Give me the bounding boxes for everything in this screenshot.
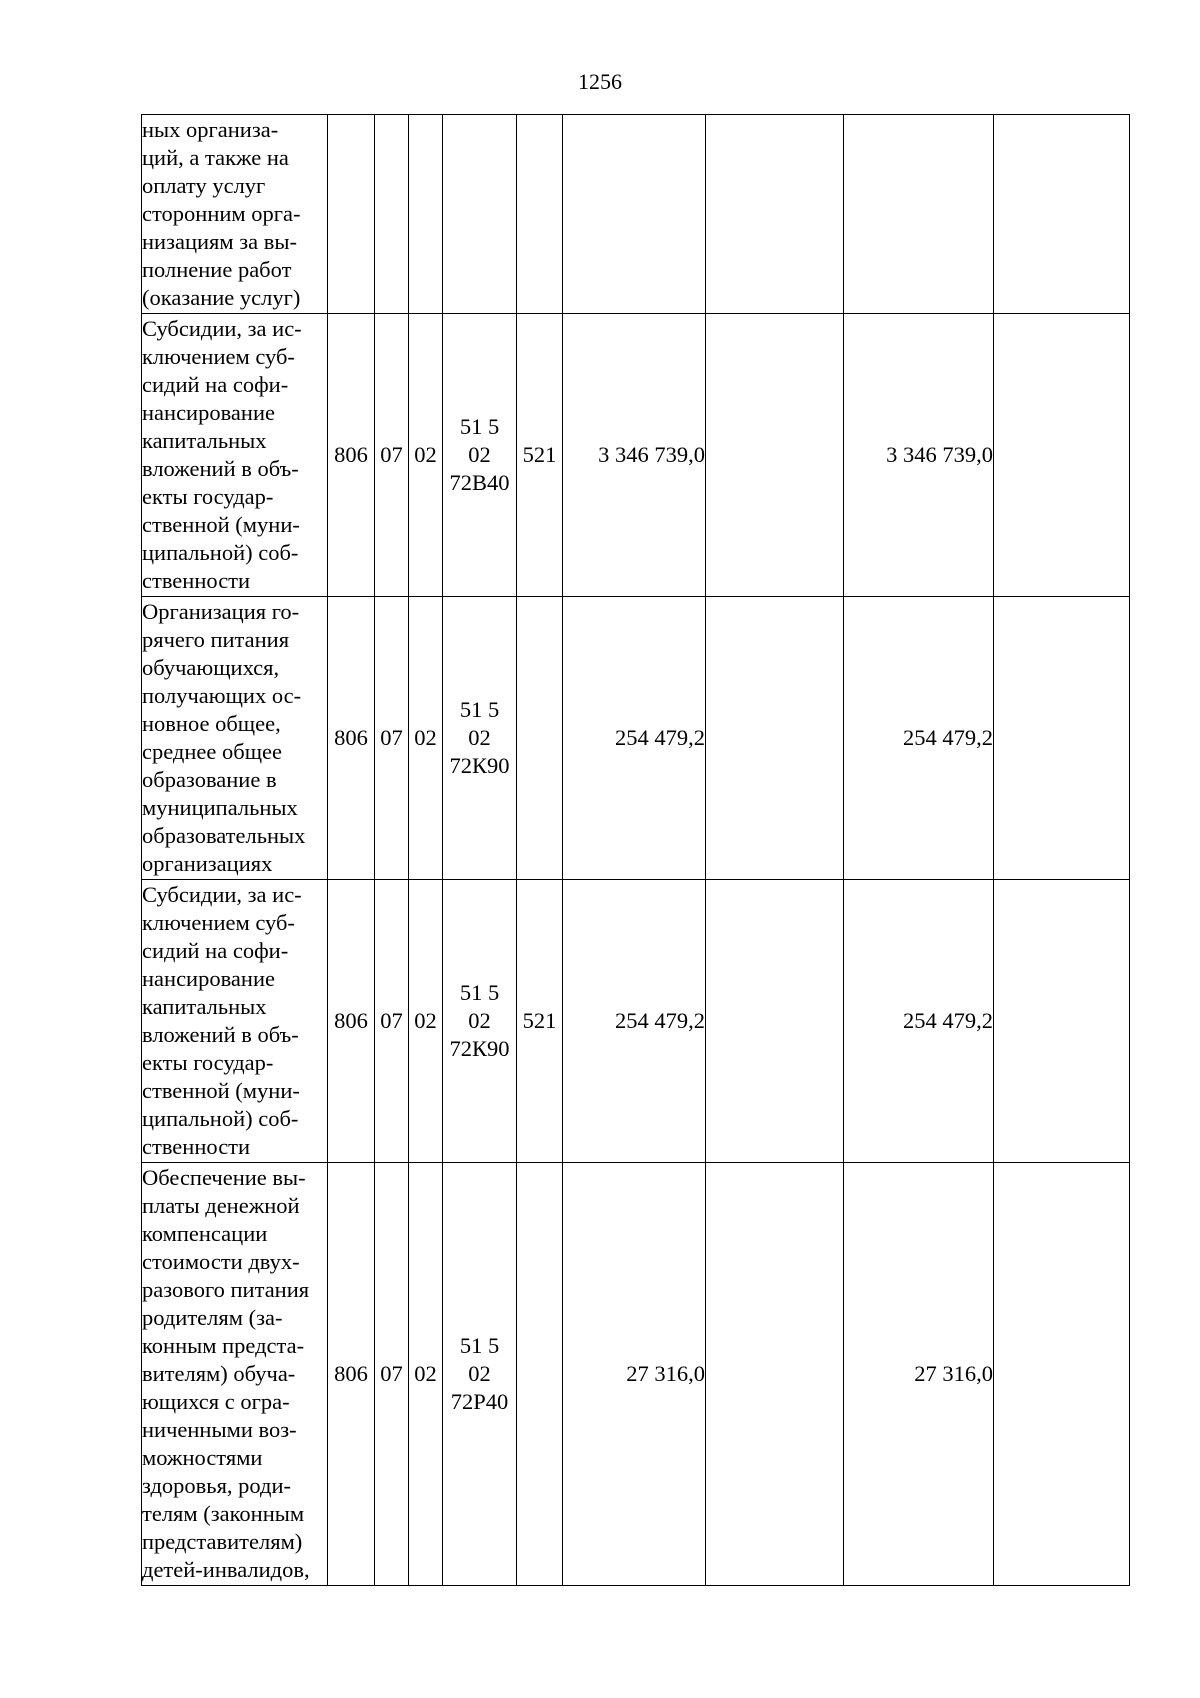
target-article-code-cell	[443, 880, 517, 1163]
expense-name-line: муниципальных	[142, 795, 298, 820]
target-article-code-line: 72Р40	[450, 1389, 509, 1414]
section-code-cell	[375, 115, 409, 314]
expense-name-line: низациям за вы-	[142, 229, 297, 254]
target-article-code-cell	[443, 597, 517, 880]
expense-name-line: образование в	[142, 767, 277, 792]
expense-name-line: полнение работ	[142, 257, 292, 282]
amount-total-cell: 27 316,0	[563, 1163, 706, 1586]
expense-name-line: Организация го-	[142, 599, 300, 624]
target-article-code-line: 02	[468, 1008, 491, 1033]
table-row	[142, 880, 1130, 1163]
expense-name-line: ющихся с огра-	[142, 1389, 290, 1414]
expense-name-line: нансирование	[142, 400, 275, 425]
expense-name-line: компенсации	[142, 1221, 268, 1246]
expense-name-line: новное общее,	[142, 711, 281, 736]
expense-name-line: конным предста-	[142, 1333, 305, 1358]
amount-total-cell: 254 479,2	[563, 880, 706, 1163]
expense-name-line: ключением суб-	[142, 910, 295, 935]
target-article-code-cell	[443, 314, 517, 597]
amount-column-3-cell: 254 479,2	[844, 880, 994, 1163]
budget-table	[141, 114, 1130, 1586]
target-article-code-line: 02	[468, 725, 491, 750]
target-article-code-line: 72В40	[449, 470, 510, 495]
expense-type-code-cell	[517, 597, 563, 880]
expense-name-line: организациях	[142, 851, 273, 876]
target-article-code-line: 02	[468, 442, 491, 467]
expense-name-line: Субсидии, за ис-	[142, 882, 302, 907]
subsection-code-cell: 02	[409, 597, 443, 880]
expense-name-line: Обеспечение вы-	[142, 1165, 306, 1190]
expense-name-line: стоимости двух-	[142, 1249, 300, 1274]
expense-name-line: ниченными воз-	[142, 1417, 297, 1442]
expense-name-line: екты государ-	[142, 484, 274, 509]
expense-name-line: екты государ-	[142, 1050, 274, 1075]
expense-type-code-cell: 521	[517, 880, 563, 1163]
table-row	[142, 597, 1130, 880]
expense-name-line: ных организа-	[142, 117, 279, 142]
expense-name-line: ственной (муни-	[142, 512, 300, 537]
amount-total-cell: 3 346 739,0	[563, 314, 706, 597]
expense-name-line: вложений в объ-	[142, 1022, 299, 1047]
expense-type-code-cell	[517, 1163, 563, 1586]
amount-column-3-cell: 27 316,0	[844, 1163, 994, 1586]
amount-column-4-cell	[994, 597, 1130, 880]
expense-name-line: ций, а также на	[142, 145, 289, 170]
expense-name-line: образовательных	[142, 823, 306, 848]
amount-column-3-cell: 3 346 739,0	[844, 314, 994, 597]
expense-name-line: сидий на софи-	[142, 938, 289, 963]
expense-name-line: вителям) обуча-	[142, 1361, 296, 1386]
expense-name-line: можностями	[142, 1445, 263, 1470]
expense-name-line: представителям)	[142, 1529, 303, 1554]
expense-name-line: разового питания	[142, 1277, 310, 1302]
expense-name-line: ципальной) соб-	[142, 540, 299, 565]
expense-name-line: телям (законным	[142, 1501, 305, 1526]
expense-name-line: (оказание услуг)	[142, 285, 301, 310]
target-article-code-line: 51 5	[459, 980, 500, 1005]
amount-column-4-cell	[994, 1163, 1130, 1586]
expense-name-cell	[142, 597, 328, 880]
target-article-code-cell	[443, 115, 517, 314]
expense-name-cell	[142, 115, 328, 314]
target-article-code-line: 72К90	[449, 1036, 510, 1061]
amount-column-2-cell	[706, 314, 844, 597]
section-code-cell: 07	[375, 314, 409, 597]
expense-name-line: ципальной) соб-	[142, 1106, 299, 1131]
target-article-code-line: 02	[468, 1361, 491, 1386]
amount-column-3-cell	[844, 115, 994, 314]
subsection-code-cell: 02	[409, 1163, 443, 1586]
amount-column-2-cell	[706, 597, 844, 880]
section-code-cell: 07	[375, 597, 409, 880]
expense-type-code-cell: 521	[517, 314, 563, 597]
expense-name-line: родителям (за-	[142, 1305, 283, 1330]
table-row	[142, 1163, 1130, 1586]
expense-name-line: детей-инвалидов,	[142, 1557, 310, 1582]
expense-name-line: Субсидии, за ис-	[142, 316, 302, 341]
grbs-code-cell	[328, 115, 375, 314]
expense-name-line: обучающихся,	[142, 655, 280, 680]
expense-name-line: ключением суб-	[142, 344, 295, 369]
page-number: 1256	[578, 69, 622, 94]
expense-type-code-cell	[517, 115, 563, 314]
section-code-cell: 07	[375, 880, 409, 1163]
expense-name-line: капитальных	[142, 994, 267, 1019]
expense-name-line: сидий на софи-	[142, 372, 289, 397]
expense-name-line: получающих ос-	[142, 683, 302, 708]
target-article-code-line: 51 5	[459, 697, 500, 722]
grbs-code-cell: 806	[328, 314, 375, 597]
amount-total-cell: 254 479,2	[563, 597, 706, 880]
amount-column-2-cell	[706, 880, 844, 1163]
subsection-code-cell: 02	[409, 314, 443, 597]
subsection-code-cell: 02	[409, 880, 443, 1163]
expense-name-line: вложений в объ-	[142, 456, 299, 481]
table-row	[142, 314, 1130, 597]
target-article-code-line: 72К90	[449, 753, 510, 778]
target-article-code-cell	[443, 1163, 517, 1586]
subsection-code-cell	[409, 115, 443, 314]
amount-column-2-cell	[706, 1163, 844, 1586]
expense-name-line: ственности	[142, 1134, 251, 1159]
target-article-code-line: 51 5	[459, 414, 500, 439]
amount-column-4-cell	[994, 115, 1130, 314]
grbs-code-cell: 806	[328, 597, 375, 880]
expense-name-line: ственности	[142, 568, 251, 593]
expense-name-line: капитальных	[142, 428, 267, 453]
expense-name-line: оплату услуг	[142, 173, 266, 198]
section-code-cell: 07	[375, 1163, 409, 1586]
grbs-code-cell: 806	[328, 880, 375, 1163]
expense-name-line: нансирование	[142, 966, 275, 991]
expense-name-cell	[142, 880, 328, 1163]
amount-column-2-cell	[706, 115, 844, 314]
table-row	[142, 115, 1130, 314]
expense-name-line: рячего питания	[142, 627, 290, 652]
expense-name-line: здоровья, роди-	[142, 1473, 291, 1498]
expense-name-line: среднее общее	[142, 739, 283, 764]
expense-name-line: ственной (муни-	[142, 1078, 300, 1103]
amount-column-4-cell	[994, 314, 1130, 597]
grbs-code-cell: 806	[328, 1163, 375, 1586]
expense-name-cell	[142, 1163, 328, 1586]
expense-name-line: платы денежной	[142, 1193, 300, 1218]
amount-column-3-cell: 254 479,2	[844, 597, 994, 880]
expense-name-cell	[142, 314, 328, 597]
target-article-code-line: 51 5	[459, 1333, 500, 1358]
amount-total-cell	[563, 115, 706, 314]
amount-column-4-cell	[994, 880, 1130, 1163]
expense-name-line: сторонним орга-	[142, 201, 301, 226]
